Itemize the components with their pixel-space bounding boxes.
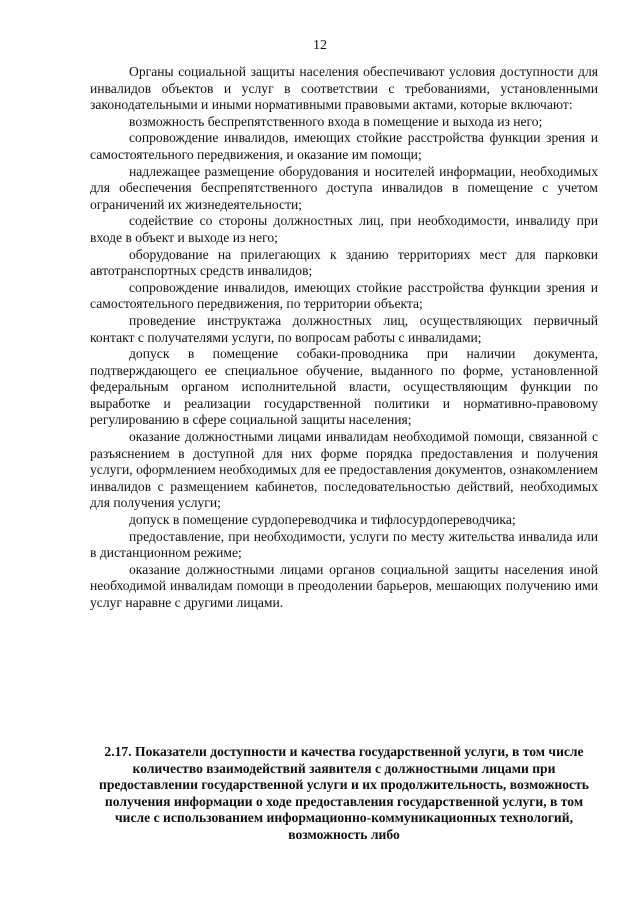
list-item: сопровождение инвалидов, имеющих стойкие расстройства функции зрения и самостоятельного передвижения, и оказание им помощи; (90, 130, 598, 162)
list-item: допуск в помещение собаки-проводника при наличии документа, подтверждающего ее специальное обучение, выданного по форме, установленной федеральным органом исполнительной власти, осуществляющим функции по выработке и реализации государственной политики и нормативно-правовому регулированию в сфере социальной защиты населения; (90, 346, 598, 428)
list-item: оказание должностными лицами органов социальной защиты населения иной необходимой инвалидам помощи в преодолении барьеров, мешающих получению ими услуг наравне с другими лицами. (90, 561, 598, 610)
list-item: оборудование на прилегающих к зданию территориях мест для парковки автотранспортных средств инвалидов; (90, 246, 598, 279)
list-item: допуск в помещение сурдопереводчика и тифлосурдопереводчика; (129, 512, 516, 528)
page-number: 12 (313, 38, 327, 53)
body-text (90, 64, 598, 612)
list-item: содействие со стороны должностных лиц, при необходимости, инвалиду при входе в объект и выходе из него; (90, 213, 598, 245)
list-item: возможность беспрепятственного входа в помещение и выхода из него; (129, 113, 543, 129)
list-item: оказание должностными лицами инвалидам необходимой помощи, связанной с разъяснением в доступной для них форме порядка предоставления и получения услуги, оформлением необходимых для ее предоставления документов, ознакомлением инвалидов с размещением кабинетов, последовательностью действий, необходимых для получения услуги; (90, 429, 598, 511)
list-item: надлежащее размещение оборудования и носителей информации, необходимых для обеспечения беспрепятственного доступа инвалидов в помещение с учетом ограничений их жизнедеятельности; (90, 163, 598, 212)
section-heading: 2.17. Показатели доступности и качества государственной услуги, в том числе количество взаимодействий заявителя с должностными лицами при предоставлении государственной услуги и их продолжительность, возможность получения информации о ходе предоставления государственной услуги, в том числе с использованием информационно-коммуникационных технологий, возможность либо (99, 744, 589, 842)
list-item: проведение инструктажа должностных лиц, осуществляющих первичный контакт с получателями услуги, по вопросам работы с инвалидами; (90, 312, 598, 345)
list-item: предоставление, при необходимости, услуги по месту жительства инвалида или в дистанционном режиме; (90, 528, 598, 561)
paragraph-intro: Органы социальной защиты населения обеспечивают условия доступности для инвалидов объектов и услуг в соответствии с требованиями, установленными законодательными и иными нормативными правовыми актами, которые включают: (90, 64, 598, 113)
list-item: сопровождение инвалидов, имеющих стойкие расстройства функции зрения и самостоятельного передвижения, по территории объекта; (90, 279, 598, 312)
